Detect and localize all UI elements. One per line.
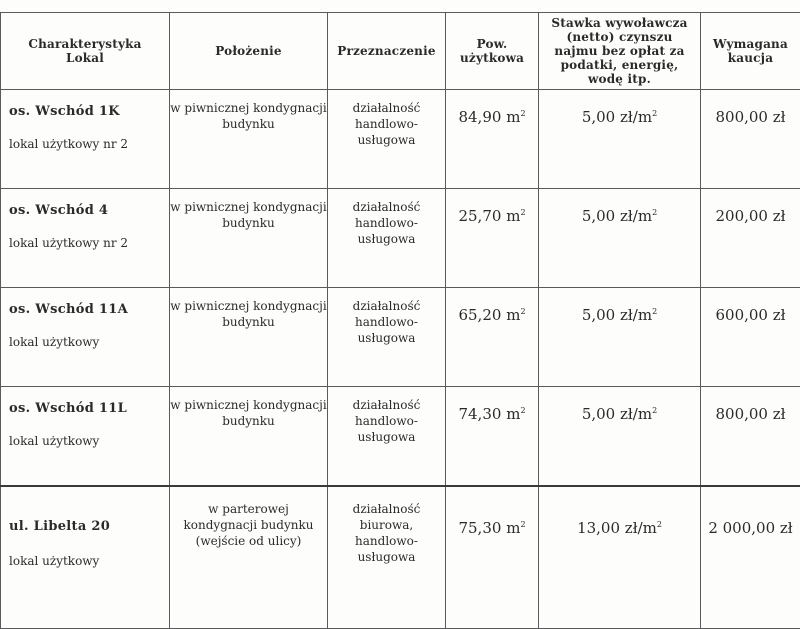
table-row [1,189,800,288]
premises-subtitle: lokal użytkowy [9,554,169,568]
premises-cell [1,288,170,387]
purpose-cell: działalność handlowo-usługowa [328,90,446,189]
purpose-cell: działalność biurowa, handlowo-usługowa [328,486,446,629]
premises-subtitle: lokal użytkowy [9,434,169,448]
header-characteristics: Charakterystyka Lokal [1,13,170,90]
area-unit-exponent: 2 [520,109,525,118]
premises-name: os. Wschód 11L [9,401,169,416]
area-value: 75,30 [458,519,501,537]
table-row [1,288,800,387]
premises-name: os. Wschód 1K [9,104,169,119]
rate-value: 5,00 [582,207,615,225]
rate-unit-exponent: 2 [652,307,657,316]
premises-table [0,12,800,629]
deposit-cell: 2 000,00 zł [701,486,800,629]
premises-subtitle: lokal użytkowy nr 2 [9,236,169,250]
area-unit: m [506,207,520,225]
rate-cell [539,189,701,288]
purpose-cell: działalność handlowo-usługowa [328,288,446,387]
location-cell: w piwnicznej kondygnacji budynku [170,90,328,189]
rate-unit-exponent: 2 [652,208,657,217]
rate-cell [539,486,701,629]
rate-cell [539,90,701,189]
area-cell [446,90,539,189]
rate-unit-exponent: 2 [652,406,657,415]
rate-cell [539,387,701,487]
area-cell [446,387,539,487]
deposit-cell: 200,00 zł [701,189,800,288]
purpose-cell: działalność handlowo-usługowa [328,189,446,288]
area-value: 65,20 [458,306,501,324]
purpose-cell: działalność handlowo-usługowa [328,387,446,487]
rate-unit: zł/m [620,306,652,324]
premises-name: ul. Libelta 20 [9,519,169,534]
header-area: Pow. użytkowa [446,13,539,90]
area-unit-exponent: 2 [520,307,525,316]
header-location: Położenie [170,13,328,90]
premises-name: os. Wschód 11A [9,302,169,317]
area-cell [446,486,539,629]
deposit-cell: 800,00 zł [701,90,800,189]
area-value: 84,90 [458,108,501,126]
rate-unit: zł/m [620,405,652,423]
deposit-cell: 800,00 zł [701,387,800,487]
table-row [1,387,800,487]
rate-unit: zł/m [620,108,652,126]
area-unit-exponent: 2 [520,406,525,415]
rate-unit: zł/m [620,207,652,225]
location-cell: w piwnicznej kondygnacji budynku [170,288,328,387]
area-unit: m [506,108,520,126]
area-unit: m [506,405,520,423]
rate-unit: zł/m [625,519,657,537]
header-deposit: Wymagana kaucja [701,13,800,90]
area-value: 25,70 [458,207,501,225]
area-cell [446,189,539,288]
table-row [1,90,800,189]
location-cell: w parterowej kondygnacji budynku (wejście od ulicy) [170,486,328,629]
location-cell: w piwnicznej kondygnacji budynku [170,387,328,487]
header-purpose: Przeznaczenie [328,13,446,90]
premises-subtitle: lokal użytkowy [9,335,169,349]
area-unit: m [506,519,520,537]
deposit-cell: 600,00 zł [701,288,800,387]
area-value: 74,30 [458,405,501,423]
premises-cell [1,90,170,189]
area-unit-exponent: 2 [520,208,525,217]
area-cell [446,288,539,387]
rate-value: 13,00 [577,519,620,537]
rate-value: 5,00 [582,306,615,324]
premises-subtitle: lokal użytkowy nr 2 [9,137,169,151]
premises-cell [1,486,170,629]
premises-name: os. Wschód 4 [9,203,169,218]
rate-value: 5,00 [582,405,615,423]
area-unit: m [506,306,520,324]
rate-cell [539,288,701,387]
location-cell: w piwnicznej kondygnacji budynku [170,189,328,288]
rate-value: 5,00 [582,108,615,126]
premises-cell [1,387,170,487]
table-row [1,486,800,629]
area-unit-exponent: 2 [520,520,525,529]
rate-unit-exponent: 2 [652,109,657,118]
header-row [1,13,800,90]
header-rate: Stawka wywoławcza (netto) czynszu najmu bez opłat za podatki, energię, wodę itp. [539,13,701,90]
premises-cell [1,189,170,288]
rate-unit-exponent: 2 [657,520,662,529]
